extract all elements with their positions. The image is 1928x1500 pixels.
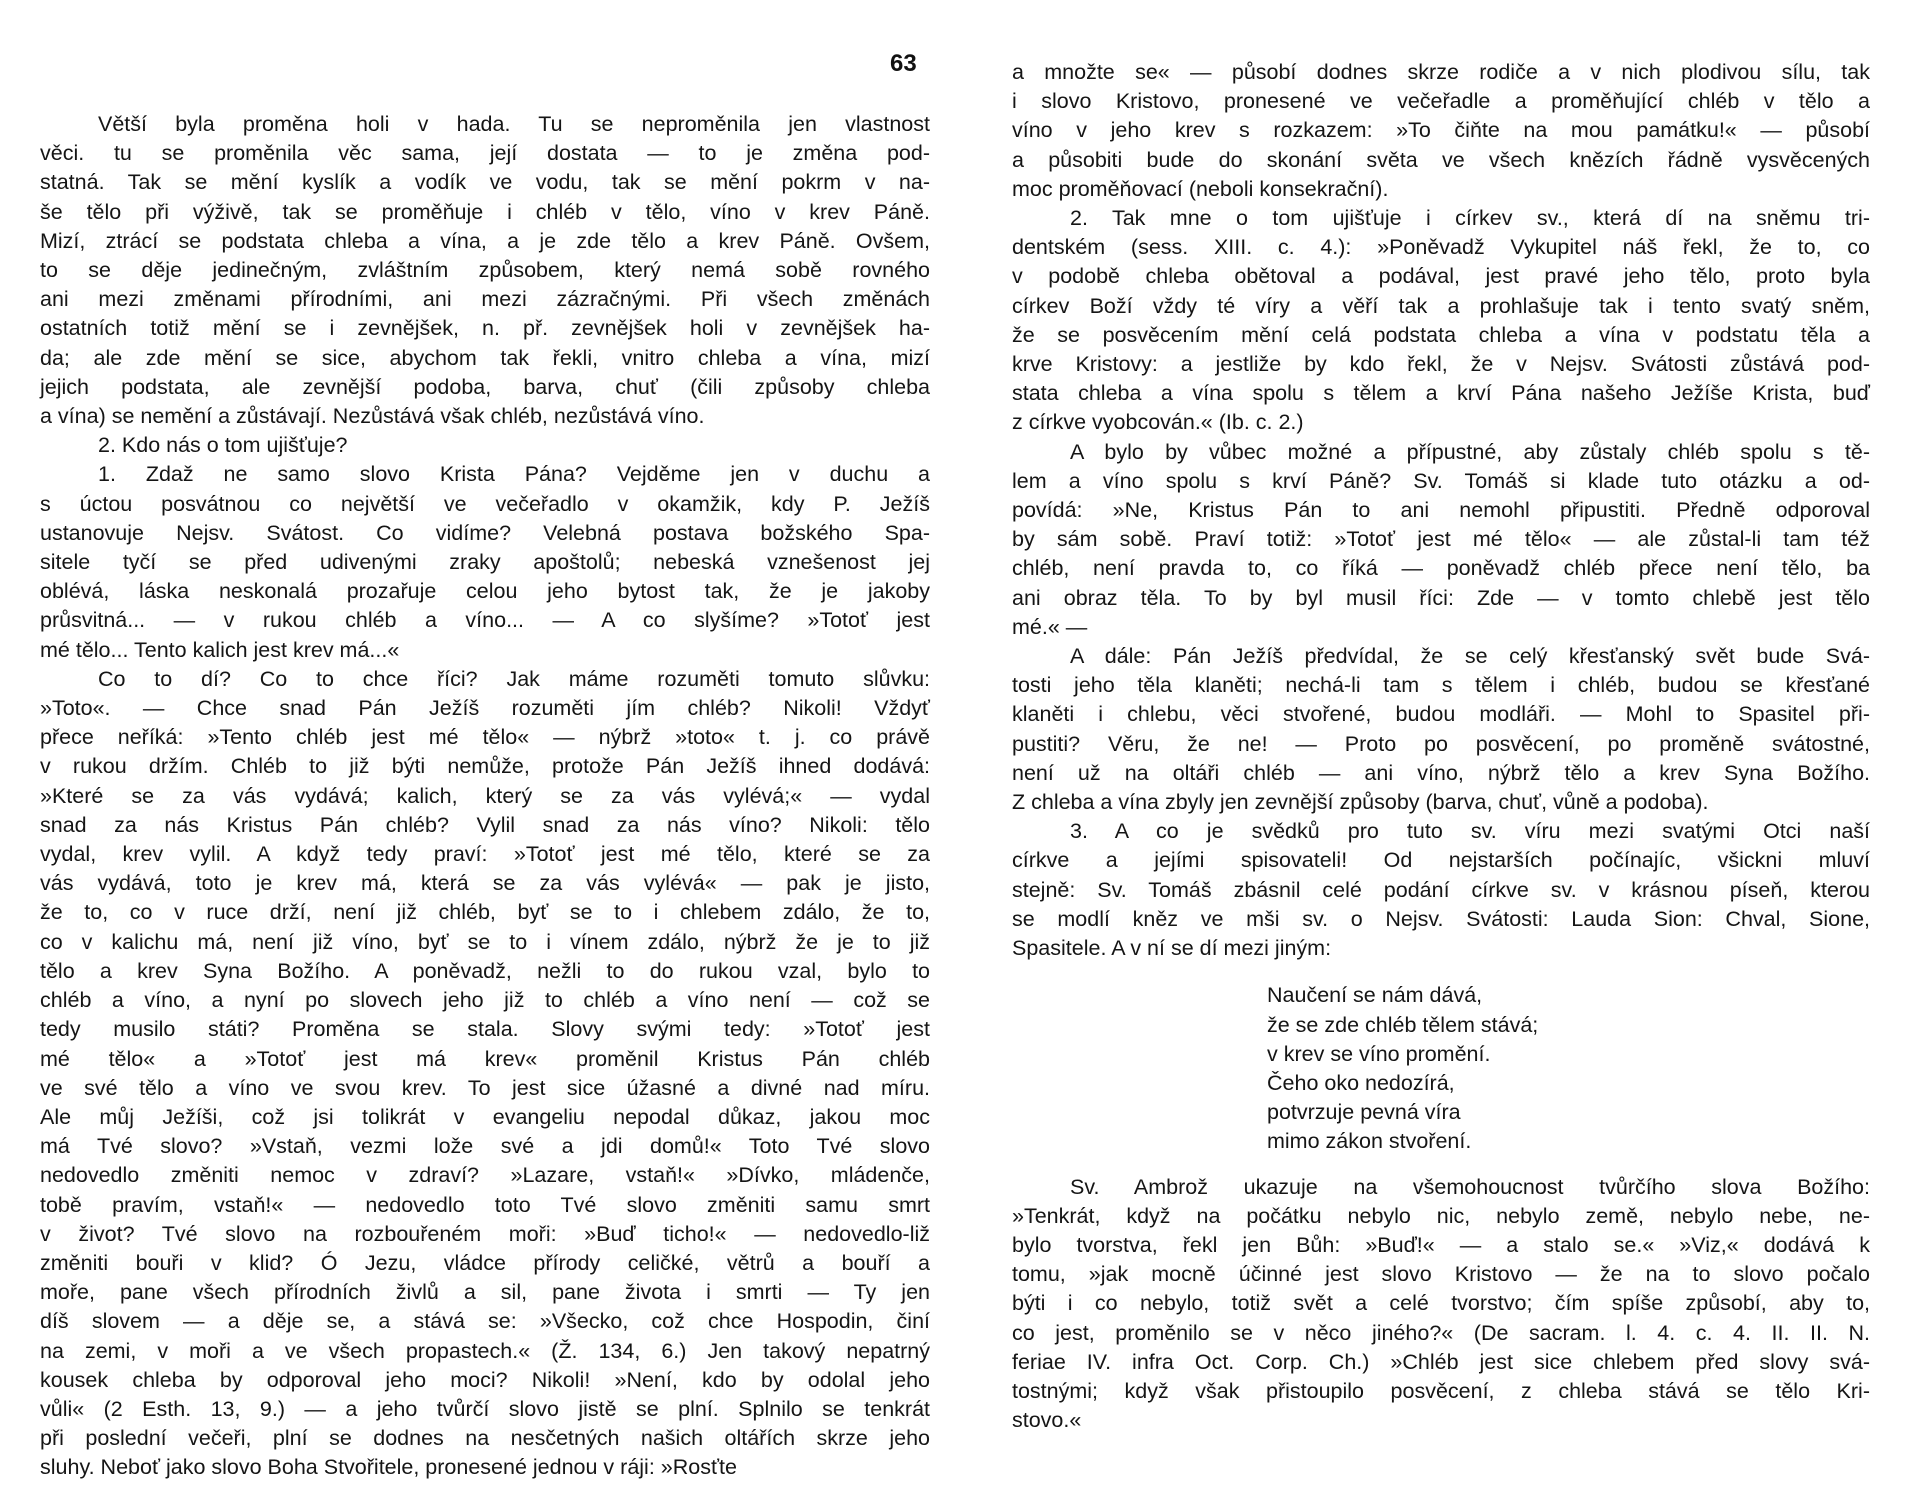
right-page-text [1012, 58, 1870, 1435]
text-line: ani obraz těla. To by byl musil říci: Zde — v tomto chlebě jest tělo [1012, 585, 1870, 610]
text-line: s úctou posvátnou co největší ve večeřadlo v okamžik, kdy P. Ježíš [40, 491, 930, 516]
text-line: statná. Tak se mění kyslík a vodík ve vodu, tak se mění pokrm v na- [40, 170, 930, 195]
text-line: Větší byla proměna holi v hada. Tu se neproměnila jen vlastnost [98, 112, 930, 136]
right-text-after-poem [1012, 1173, 1870, 1436]
text-line: že se posvěcením mění celá podstata chleba a vína v podstatu těla a [1012, 322, 1870, 347]
text-line: Mizí, ztrácí se podstata chleba a vína, a je zde tělo a krev Páně. Ovšem, [40, 228, 930, 253]
text-line: stata chleba a vína spolu s tělem a krví Pána našeho Ježíše Krista, buď [1012, 381, 1870, 406]
text-line: sitele tyčí se před udivenými zraky apoštolů; nebeská vznešenost jej [40, 550, 930, 575]
text-line: da; ale zde mění se sice, abychom tak řekli, vnitro chleba a vína, mizí [40, 345, 930, 370]
text-line: klaněti i chlebu, věci stvořené, budou modláři. — Mohl to Spasitel při- [1012, 702, 1870, 727]
text-line: stejně: Sv. Tomáš zbásnil celé podání církve sv. v krásnou píseň, kterou [1012, 877, 1870, 902]
text-line: na zemi, v moři a ve všech propastech.« (Ž. 134, 6.) Jen takový nepatrný [40, 1338, 930, 1363]
page-number: 63 [890, 50, 917, 77]
text-line: při poslední večeři, plní se dodnes na nesčetných našich oltářích skrze jeho [40, 1426, 930, 1451]
text-line: má Tvé slovo? »Vstaň, vezmi lože své a jdi domů!« Toto Tvé slovo [40, 1134, 930, 1159]
text-line: mé tělo... Tento kalich jest krev má...« [40, 637, 400, 662]
text-line: v život? Tvé slovo na rozbouřeném moři: »Buď ticho!« — nedovedlo-liž [40, 1221, 930, 1246]
hymn-poem [1267, 981, 1870, 1156]
text-line: tobě pravím, vstaň!« — nedovedlo toto Tvé slovo změniti samu smrt [40, 1192, 930, 1217]
text-line: Ale můj Ježíši, což jsi tolikrát v evangeliu nepodal důkaz, jakou moc [40, 1104, 930, 1129]
text-line: snad za nás Kristus Pán chléb? Vylil snad za nás víno? Nikoli: tělo [40, 812, 930, 837]
poem-line: mimo zákon stvoření. [1267, 1129, 1472, 1154]
text-line: není už na oltáři chléb — ani víno, nýbrž tělo a krev Syna Božího. [1012, 760, 1870, 785]
text-line: ve své tělo a víno ve svou krev. To jest sice úžasné a divné nad míru. [40, 1075, 930, 1100]
text-line: to se děje jedinečným, zvláštním způsobem, který nemá sobě rovného [40, 258, 930, 283]
text-line: chléb, není pravda to, co říká — poněvadž chléb přece není tělo, ba [1012, 556, 1870, 581]
text-line: Z chleba a vína zbyly jen zevnější způsoby (barva, chuť, vůně a podoba). [1012, 790, 1709, 815]
text-line: ostatních totiž mění se i zevnějšek, n. př. zevnějšek holi v zevnějšek ha- [40, 316, 930, 341]
text-line: tomu, »jak mocně účinné jest slovo Kristovo — že na to slovo počalo [1012, 1262, 1870, 1287]
text-line: přece neříká: »Tento chléb jest mé tělo« — nýbrž »toto« t. j. co právě [40, 725, 930, 750]
text-line: pustiti? Věru, že ne! — Proto po posvěcení, po proměně svátostné, [1012, 731, 1870, 756]
text-line: ustanovuje Nejsv. Svátost. Co vidíme? Velebná postava božského Spa- [40, 520, 930, 545]
text-line: v podobě chleba obětoval a podával, jest pravé jeho tělo, proto byla [1012, 264, 1870, 289]
poem-line: že se zde chléb tělem stává; [1267, 1012, 1539, 1037]
text-line: 2. Tak mne o tom ujišťuje i církev sv., která dí na sněmu tri- [1070, 206, 1870, 231]
text-line: dentském (sess. XIII. c. 4.): »Poněvadž Vykupitel náš řekl, že to, co [1012, 235, 1870, 260]
poem-line: Čeho oko nedozírá, [1267, 1070, 1455, 1095]
text-line: co v kalichu má, není již víno, byť se to i vínem zdálo, nýbrž že je to již [40, 929, 930, 954]
text-line: býti i co nebylo, totiž svět a celé tvorstvo; čím spíše způsobí, aby to, [1012, 1291, 1870, 1316]
text-line: a působiti bude do skonání světa ve všech knězích řádně vysvěcených [1012, 147, 1870, 172]
text-line: jejich podstata, ale zevnější podoba, barva, chuť (čili způsoby chleba [40, 374, 930, 399]
text-line: věci. tu se proměnila věc sama, její dostata — to je změna pod- [40, 141, 930, 166]
text-line: vydal, krev vylil. A když tedy praví: »Totoť jest mé tělo, které se za [40, 842, 930, 867]
text-line: mé.« — [1012, 614, 1088, 639]
text-line: kousek chleba by odporoval jeho moci? Nikoli! »Není, kdo by odolal jeho [40, 1367, 930, 1392]
text-line: Sv. Ambrož ukazuje na všemohoucnost tvůrčího slova Božího: [1070, 1174, 1870, 1199]
text-line: víno v jeho krev s rozkazem: »To čiňte na mou památku!« — působí [1012, 118, 1870, 143]
text-line: vás vydává, toto je krev má, která se za vás vylévá« — pak je jisto, [40, 871, 930, 896]
right-text-before-poem [1012, 58, 1870, 963]
text-line: z církve vyobcován.« (Ib. c. 2.) [1012, 410, 1304, 435]
text-line: »Které se za vás vydává; kalich, který se za vás vylévá;« — vydal [40, 783, 930, 808]
text-line: Co to dí? Co to chce říci? Jak máme rozuměti tomuto slůvku: [98, 666, 930, 691]
left-page-text [40, 110, 930, 1483]
poem-line: v krev se víno promění. [1267, 1041, 1491, 1066]
text-line: že to, co v ruce drží, není již chléb, byť se to i chlebem zdálo, že to, [40, 900, 930, 925]
text-line: bylo tvorstva, řekl jen Bůh: »Buď!« — a stalo se.« »Viz,« dodává k [1012, 1232, 1870, 1257]
text-line: ani mezi změnami přírodními, ani mezi zázračnými. Při všech změnách [40, 287, 930, 312]
right-page [964, 0, 1928, 1500]
text-line: a vína) se nemění a zůstávají. Nezůstává však chléb, nezůstává víno. [40, 404, 705, 429]
text-line: »Toto«. — Chce snad Pán Ježíš rozuměti jím chléb? Nikoli! Vždyť [40, 696, 930, 721]
text-line: povídá: »Ne, Kristus Pán to ani nemohl připustiti. Předně odporoval [1012, 498, 1870, 523]
text-line: církev Boží vždy té víry a věří tak a prohlašuje tak i tento svatý sněm, [1012, 293, 1870, 318]
text-line: moc proměňovací (neboli konsekrační). [1012, 176, 1389, 201]
text-line: 2. Kdo nás o tom ujišťuje? [98, 433, 348, 458]
text-line: A dále: Pán Ježíš předvídal, že se celý křesťanský svět bude Svá- [1070, 644, 1870, 669]
text-line: co jest, proměnilo se v něco jiného?« (De sacram. l. 4. c. 4. II. II. N. [1012, 1320, 1870, 1345]
text-line: chléb a víno, a nyní po slovech jeho již to chléb a víno není — což se [40, 988, 930, 1013]
text-line: církve a jejími spisovateli! Od nejstarších počínajíc, všickni mluví [1012, 848, 1870, 873]
text-line: 3. A co je svědků pro tuto sv. víru mezi svatými Otci naší [1070, 819, 1870, 844]
text-line: i slovo Kristovo, pronesené ve večeřadle a proměňující chléb v tělo a [1012, 89, 1870, 114]
text-line: v rukou držím. Chléb to již býti nemůže, protože Pán Ježíš ihned dodává: [40, 754, 930, 779]
text-line: tosti jeho těla klaněti; nechá-li tam s tělem i chléb, budou se křesťané [1012, 673, 1870, 698]
text-line: tedy musilo státi? Proměna se stala. Slovy svými tedy: »Totoť jest [40, 1017, 930, 1042]
text-line: a množte se« — působí dodnes skrze rodiče a v nich plodivou sílu, tak [1012, 60, 1870, 84]
text-line: krve Kristovy: a jestliže by kdo řekl, že v Nejsv. Svátosti zůstává pod- [1012, 352, 1870, 377]
text-line: »Tenkrát, když na počátku nebylo nic, nebylo země, nebylo nebe, ne- [1012, 1203, 1870, 1228]
text-line: se modlí kněz ve mši sv. o Nejsv. Svátosti: Lauda Sion: Chval, Sione, [1012, 906, 1870, 931]
text-line: 1. Zdaž ne samo slovo Krista Pána? Vejděme jen v duchu a [98, 462, 930, 487]
poem-line: Naučení se nám dává, [1267, 983, 1483, 1008]
text-line: lem a víno spolu s krví Páně? Sv. Tomáš si klade tuto otázku a od- [1012, 468, 1870, 493]
text-line: díš slovem — a děje se, a stává se: »Všecko, což chce Hospodin, činí [40, 1309, 930, 1334]
text-line: tostnými; když však přistoupilo posvěcení, z chleba stává se tělo Kri- [1012, 1378, 1870, 1403]
text-line: tělo a krev Syna Božího. A poněvadž, nežli to do rukou vzal, bylo to [40, 958, 930, 983]
text-line: moře, pane všech přírodních živlů a sil, pane života i smrti — Ty jen [40, 1280, 930, 1305]
text-line: A bylo by vůbec možné a přípustné, aby zůstaly chléb spolu s tě- [1070, 439, 1870, 464]
text-line: nedovedlo změniti nemoc v zdraví? »Lazare, vstaň!« »Dívko, mládenče, [40, 1163, 930, 1188]
poem-line: potvrzuje pevná víra [1267, 1100, 1461, 1125]
text-line: by sám sobě. Praví totiž: »Totoť jest mé tělo« — ale zůstal-li tam též [1012, 527, 1870, 552]
text-line: Spasitele. A v ní se dí mezi jiným: [1012, 936, 1332, 961]
text-line: změniti bouři v klid? Ó Jezu, vládce přírody celičké, větrů a bouří a [40, 1250, 930, 1275]
text-line: stovo.« [1012, 1408, 1082, 1433]
text-line: še tělo při výživě, tak se proměňuje i chléb v tělo, víno v krev Páně. [40, 199, 930, 224]
text-line: vůli« (2 Esth. 13, 9.) — a jeho tvůrčí slovo jistě se plní. Splnilo se tenkrát [40, 1396, 930, 1421]
text-line: sluhy. Neboť jako slovo Boha Stvořitele, pronesené jednou v ráji: »Rosťte [40, 1455, 737, 1480]
text-line: průsvitná... — v rukou chléb a víno... — A co slyšíme? »Totoť jest [40, 608, 930, 633]
text-line: feriae IV. infra Oct. Corp. Ch.) »Chléb jest sice chlebem před slovy svá- [1012, 1349, 1870, 1374]
text-line: oblévá, láska neskonalá prozařuje celou jeho bytost tak, že je jakoby [40, 579, 930, 604]
text-line: mé tělo« a »Totoť jest má krev« proměnil Kristus Pán chléb [40, 1046, 930, 1071]
